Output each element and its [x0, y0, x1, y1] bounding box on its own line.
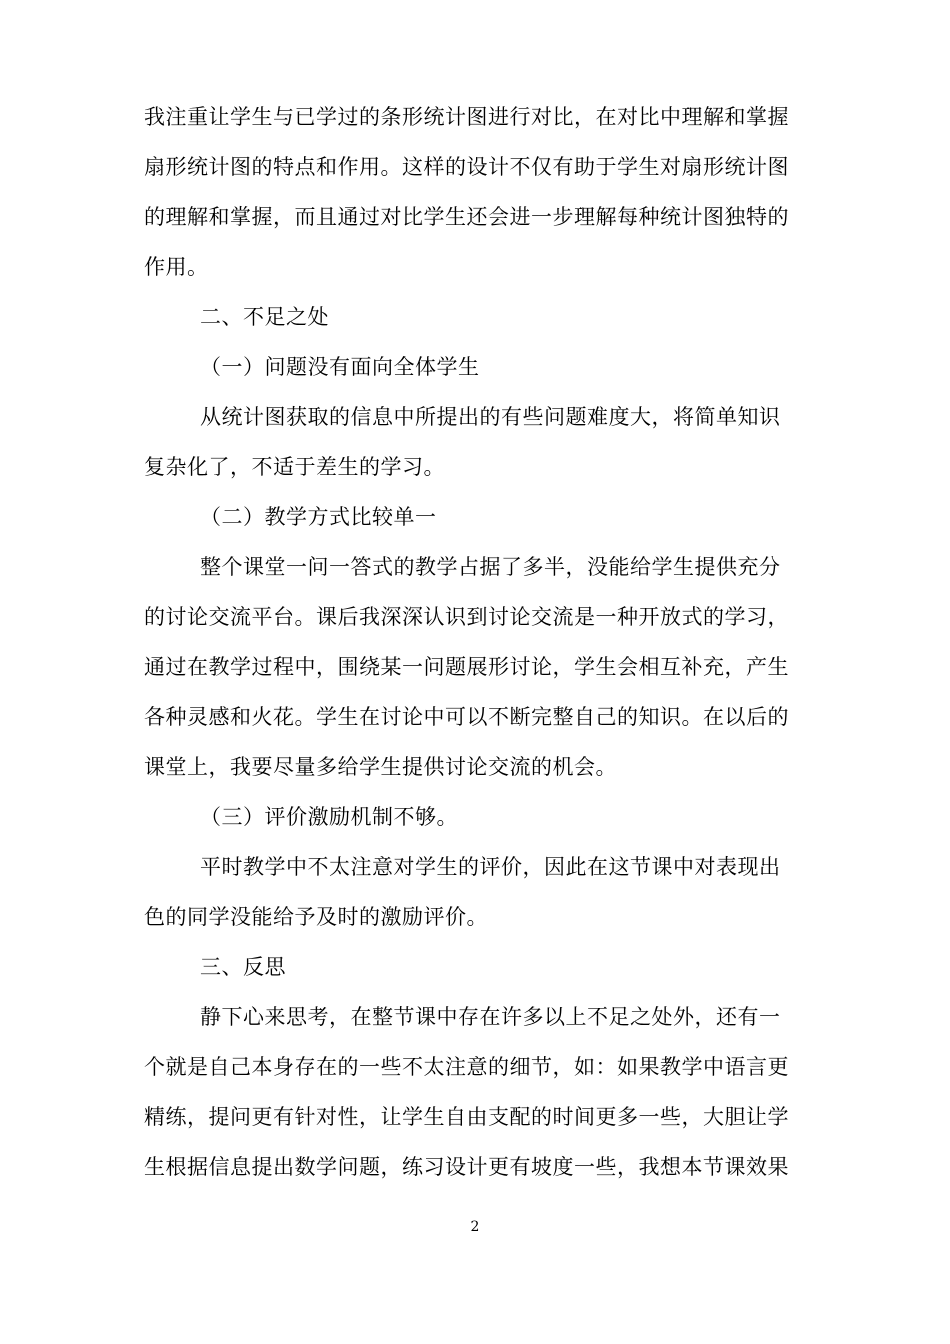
text-line: 通过在教学过程中，围绕某一问题展形讨论，学生会相互补充，产生 — [144, 655, 789, 679]
text-line: 的讨论交流平台。课后我深深认识到讨论交流是一种开放式的学习， — [144, 605, 789, 629]
paragraph-first-line: 静下心来思考，在整节课中存在许多以上不足之处外，还有一 — [200, 1005, 781, 1029]
text-line: 的理解和掌握，而且通过对比学生还会进一步理解每种统计图独特的 — [144, 205, 789, 229]
subsection-heading: （三）评价激励机制不够。 — [200, 805, 458, 829]
paragraph-first-line: 平时教学中不太注意对学生的评价，因此在这节课中对表现出 — [200, 855, 781, 879]
text-line: 各种灵感和火花。学生在讨论中可以不断完整自己的知识。在以后的 — [144, 705, 789, 729]
text-line: 作用。 — [144, 255, 209, 279]
section-heading: 二、不足之处 — [200, 305, 329, 329]
paragraph-first-line: 整个课堂一问一答式的教学占据了多半，没能给学生提供充分 — [200, 555, 781, 579]
text-line: 课堂上，我要尽量多给学生提供讨论交流的机会。 — [144, 755, 617, 779]
text-line: 生根据信息提出数学问题，练习设计更有坡度一些，我想本节课效果 — [144, 1155, 789, 1179]
section-heading: 三、反思 — [200, 955, 286, 979]
text-line: 我注重让学生与已学过的条形统计图进行对比，在对比中理解和掌握 — [144, 105, 789, 129]
paragraph-first-line: 从统计图获取的信息中所提出的有些问题难度大，将简单知识 — [200, 405, 781, 429]
text-line: 精练，提问更有针对性，让学生自由支配的时间更多一些，大胆让学 — [144, 1105, 789, 1129]
text-line: 个就是自己本身存在的一些不太注意的细节，如：如果教学中语言更 — [144, 1055, 789, 1079]
text-line: 色的同学没能给予及时的激励评价。 — [144, 905, 488, 929]
page-number: 2 — [470, 1219, 480, 1235]
subsection-heading: （二）教学方式比较单一 — [200, 505, 437, 529]
subsection-heading: （一）问题没有面向全体学生 — [200, 355, 480, 379]
document-body — [144, 92, 816, 1192]
text-line: 复杂化了，不适于差生的学习。 — [144, 455, 445, 479]
text-line: 扇形统计图的特点和作用。这样的设计不仅有助于学生对扇形统计图 — [144, 155, 789, 179]
